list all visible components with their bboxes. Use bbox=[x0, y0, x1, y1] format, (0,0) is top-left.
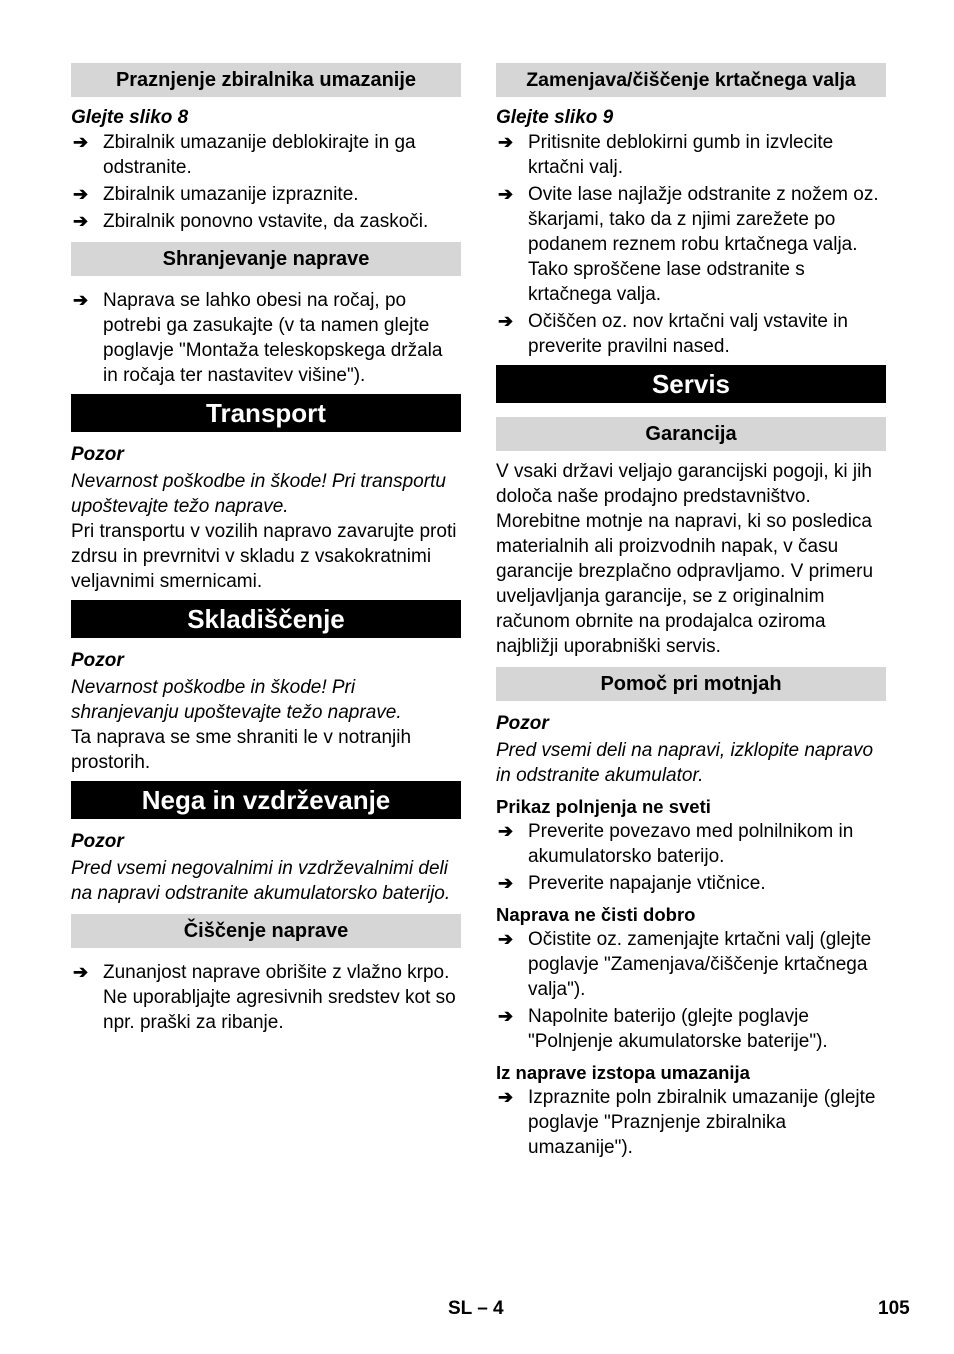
arrow-icon: ➔ bbox=[498, 311, 514, 331]
list-item: ➔ Očiščen oz. nov krtačni valj vstavite in preverite pravilni nased. bbox=[498, 311, 848, 357]
right-column bbox=[496, 63, 886, 1162]
caution-text: Pred vsemi deli na napravi, izklopite napravo in odstranite akumulator. bbox=[496, 740, 874, 786]
list-item: ➔ Zbiralnik ponovno vstavite, da zaskoči. bbox=[73, 211, 429, 232]
section-heading-shranjevanje: Shranjevanje naprave bbox=[71, 242, 461, 276]
list-item: ➔ Preverite povezavo med polnilnikom in akumulatorsko baterijo. bbox=[498, 821, 854, 867]
arrow-icon: ➔ bbox=[498, 821, 514, 841]
caution-text: Pred vsemi negovalnimi in vzdrževalnimi deli na napravi odstranite akumulatorsko baterijo. bbox=[71, 858, 451, 904]
arrow-icon: ➔ bbox=[498, 1006, 514, 1026]
arrow-icon: ➔ bbox=[498, 873, 514, 893]
list-item: ➔ Preverite napajanje vtičnice. bbox=[498, 873, 766, 894]
arrow-icon: ➔ bbox=[73, 132, 89, 152]
caution-label: Pozor bbox=[496, 713, 549, 734]
arrow-icon: ➔ bbox=[73, 184, 89, 204]
arrow-icon: ➔ bbox=[498, 929, 514, 949]
arrow-icon: ➔ bbox=[498, 184, 514, 204]
subheading-prikaz: Prikaz polnjenja ne sveti bbox=[496, 796, 711, 817]
shranjevanje-list bbox=[71, 288, 461, 388]
transport-paragraph: Pri transportu v vozilih napravo zavarujte proti zdrsu in prevrnitvi v skladu z vsakokratnimi veljavnimi smernicami. bbox=[71, 521, 457, 592]
chapter-heading-transport: Transport bbox=[71, 394, 461, 432]
skladiscenje-paragraph: Ta naprava se sme shraniti le v notranjih prostorih. bbox=[71, 727, 412, 773]
caution-label: Pozor bbox=[71, 831, 124, 852]
prikaz-list bbox=[496, 819, 886, 896]
arrow-icon: ➔ bbox=[73, 211, 89, 231]
chapter-heading-servis: Servis bbox=[496, 365, 886, 403]
figure-reference: Glejte sliko 9 bbox=[496, 107, 614, 128]
zamenjava-list bbox=[496, 130, 886, 359]
naprava-list bbox=[496, 927, 886, 1054]
arrow-icon: ➔ bbox=[73, 962, 89, 982]
page-number: 105 bbox=[878, 1298, 910, 1319]
list-item: ➔ Napolnite baterijo (glejte poglavje "Polnjenje akumulatorske baterije"). bbox=[498, 1006, 828, 1052]
section-heading-ciscenje: Čiščenje naprave bbox=[71, 914, 461, 948]
left-column bbox=[71, 63, 461, 1037]
caution-text: Nevarnost poškodbe in škode! Pri shranjevanju upoštevajte težo naprave. bbox=[71, 677, 402, 723]
list-item: ➔ Zbiralnik umazanije izpraznite. bbox=[73, 184, 359, 205]
list-item: ➔ Izpraznite poln zbiralnik umazanije (glejte poglavje "Praznjenje zbiralnika umazanije"). bbox=[498, 1087, 876, 1158]
section-heading-garancija: Garancija bbox=[496, 417, 886, 451]
list-item: ➔ Zbiralnik umazanije deblokirajte in ga odstranite. bbox=[73, 132, 416, 178]
caution-label: Pozor bbox=[71, 650, 124, 671]
list-item: ➔ Naprava se lahko obesi na ročaj, po potrebi ga zasukajte (v ta namen glejte poglavje "Montaža teleskopskega držala in ročaja ter nastavitev višine"). bbox=[73, 290, 443, 386]
subheading-umazanija: Iz naprave izstopa umazanija bbox=[496, 1062, 750, 1083]
list-item: ➔ Zunanjost naprave obrišite z vlažno krpo. Ne uporabljajte agresivnih sredstev kot so npr. praški za ribanje. bbox=[73, 962, 456, 1033]
section-heading-zamenjava: Zamenjava/čiščenje krtačnega valja bbox=[496, 63, 886, 97]
arrow-icon: ➔ bbox=[498, 132, 514, 152]
section-heading-praznjenje: Praznjenje zbiralnika umazanije bbox=[71, 63, 461, 97]
figure-reference: Glejte sliko 8 bbox=[71, 107, 189, 128]
caution-label: Pozor bbox=[71, 444, 124, 465]
list-item: ➔ Pritisnite deblokirni gumb in izvlecite krtačni valj. bbox=[498, 132, 834, 178]
praznjenje-list bbox=[71, 130, 461, 234]
chapter-heading-skladiscenje: Skladiščenje bbox=[71, 600, 461, 638]
arrow-icon: ➔ bbox=[498, 1087, 514, 1107]
footer-language-page: SL – 4 bbox=[448, 1298, 504, 1319]
garancija-paragraph: V vsaki državi veljajo garancijski pogoji, ki jih določa naše prodajno predstavništvo. Morebitne motnje na napravi, ki so posledica materialnih ali proizvodnih napak, v času garancije brezplačno odpravljamo. V primeru uveljavljanja garancije, se z originalnim računom obrnite na prodajalca oziroma najbližji uporabniški servis. bbox=[496, 461, 874, 657]
arrow-icon: ➔ bbox=[73, 290, 89, 310]
list-item: ➔ Očistite oz. zamenjajte krtačni valj (glejte poglavje "Zamenjava/čiščenje krtačnega valja"). bbox=[498, 929, 872, 1000]
subheading-naprava: Naprava ne čisti dobro bbox=[496, 904, 696, 925]
chapter-heading-nega: Nega in vzdrževanje bbox=[71, 781, 461, 819]
section-heading-pomoc: Pomoč pri motnjah bbox=[496, 667, 886, 701]
caution-text: Nevarnost poškodbe in škode! Pri transportu upoštevajte težo naprave. bbox=[71, 471, 446, 517]
umazanija-list bbox=[496, 1085, 886, 1160]
list-item: ➔ Ovite lase najlažje odstranite z nožem oz. škarjami, tako da z njimi zarežete po podanem reznem robu krtačnega valja. Tako sproščene lase odstranite s krtačnega valja. bbox=[498, 184, 879, 305]
ciscenje-list bbox=[71, 960, 461, 1035]
